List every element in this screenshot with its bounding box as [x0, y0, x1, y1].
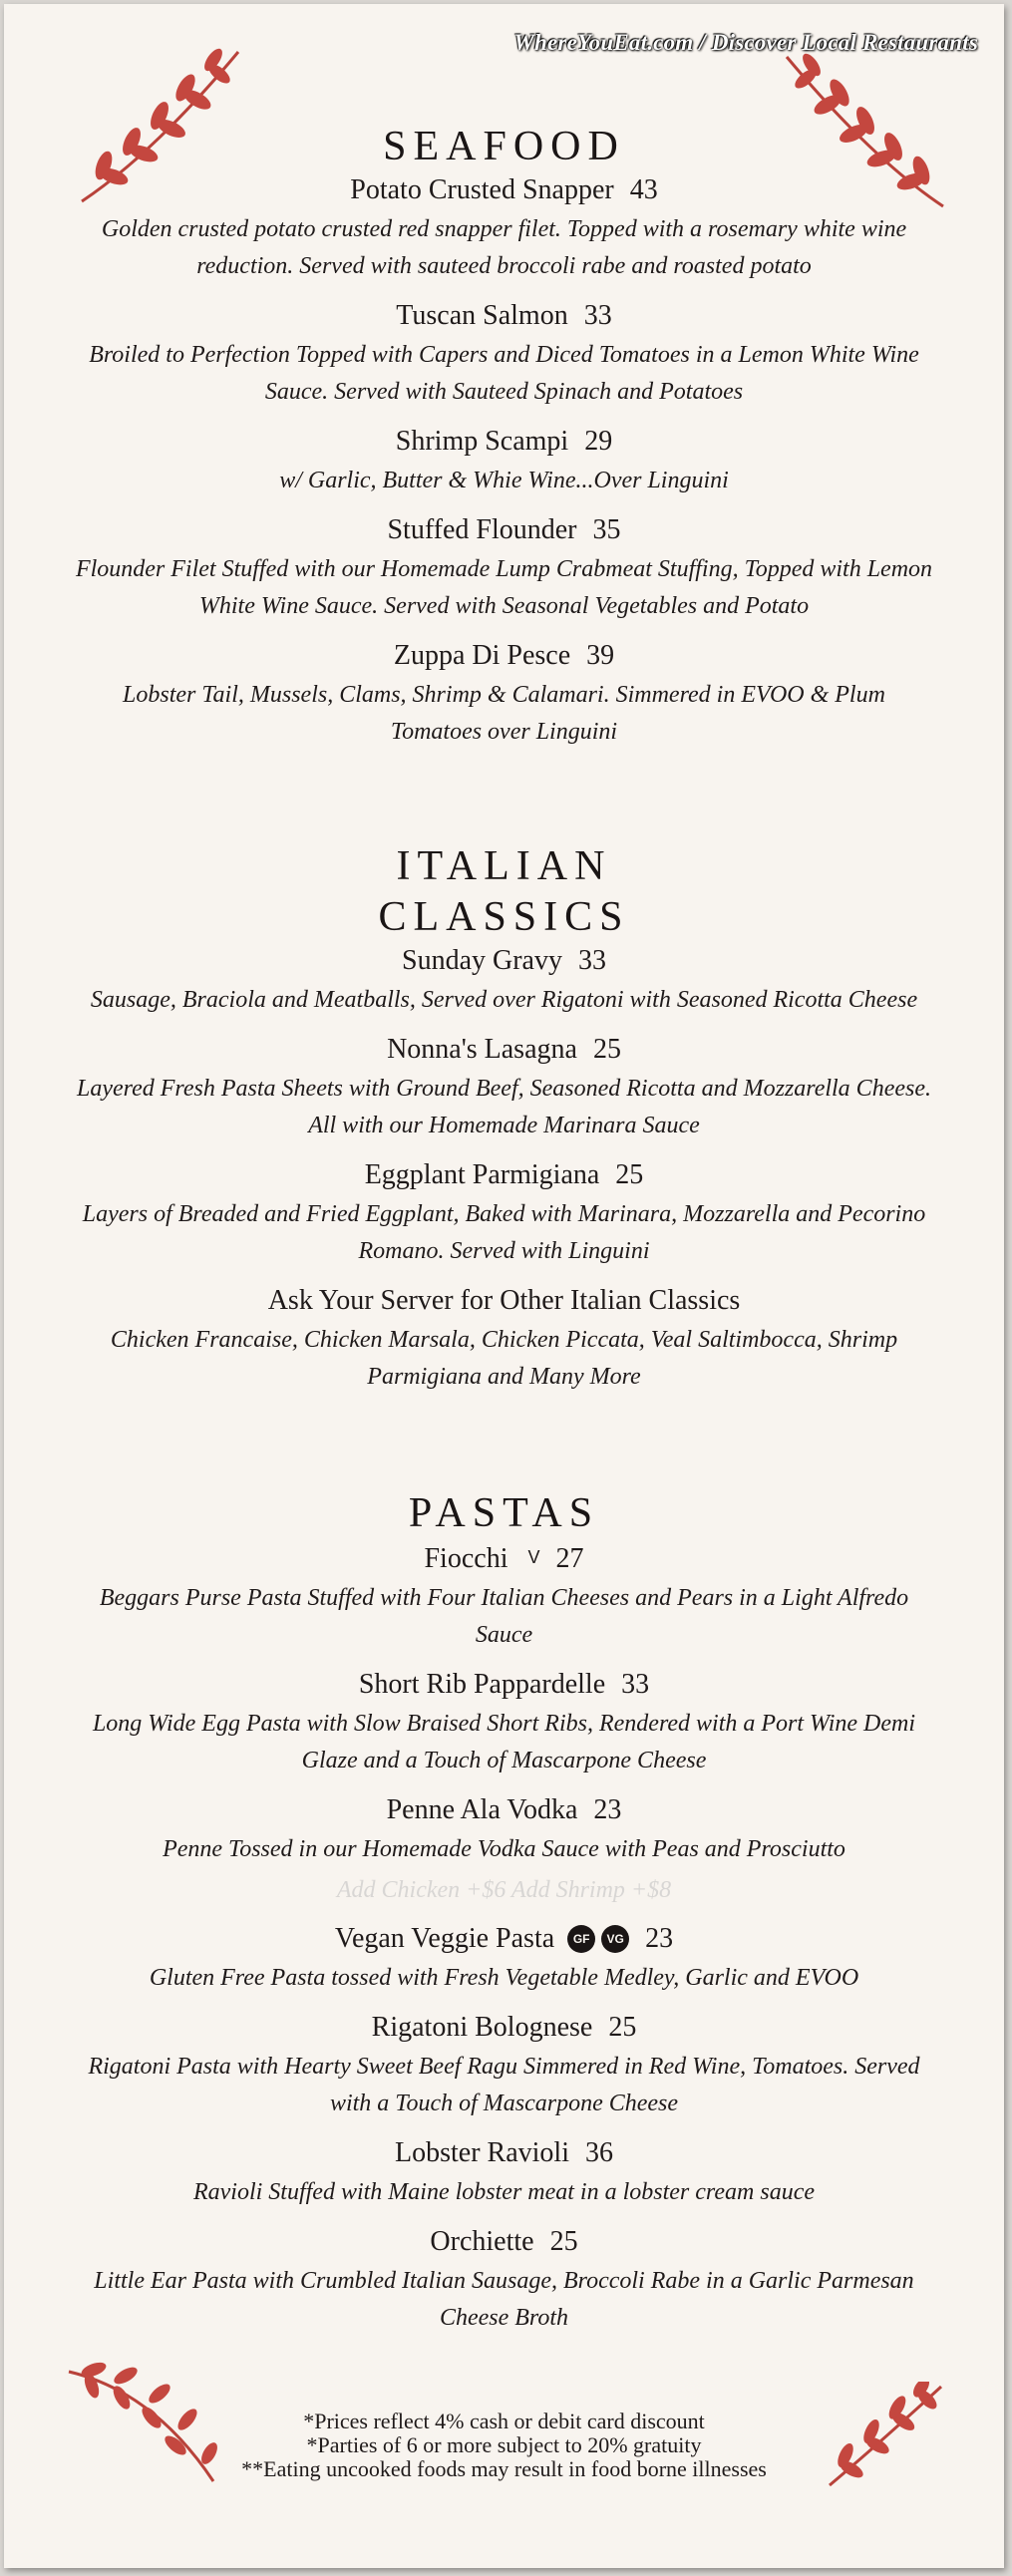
menu-item: [4, 1792, 1004, 1908]
item-price: 23: [645, 1923, 674, 1954]
item-name: Vegan Veggie Pasta: [334, 1923, 555, 1954]
item-price: 23: [593, 1794, 622, 1825]
item-name: Zuppa Di Pesce: [393, 640, 571, 671]
item-name: Orchiette: [430, 2226, 534, 2257]
menu-item: [4, 1921, 1004, 1997]
menu-item: [4, 2135, 1004, 2211]
menu-item: [4, 2010, 1004, 2122]
menu-item: [4, 943, 1004, 1019]
menu-item-name-row: [4, 638, 1004, 674]
menu-item-name-row: [4, 2010, 1004, 2046]
section-title: PASTAS: [408, 1490, 600, 1536]
menu-item-name-row: [4, 1539, 1004, 1577]
item-price: 39: [586, 640, 615, 671]
item-description: Gluten Free Pasta tossed with Fresh Vegetable Medley, Garlic and EVOO: [149, 1965, 859, 1991]
menu-item-name-row: [4, 298, 1004, 334]
item-price: 27: [555, 1543, 584, 1574]
section-title-line-1: ITALIAN: [396, 843, 612, 889]
item-name: Nonna's Lasagna: [387, 1034, 577, 1065]
menu-item-name-row: [4, 1792, 1004, 1828]
footer-notes: [4, 2410, 1004, 2481]
item-name: Eggplant Parmigiana: [364, 1159, 600, 1190]
item-description: Golden crusted potato crusted red snapper filet. Topped with a rosemary white wine reduction. Served with sauteed broccoli rabe and roasted potato: [101, 216, 907, 279]
item-description: Beggars Purse Pasta Stuffed with Four Italian Cheeses and Pears in a Light Alfredo Sauce: [99, 1585, 909, 1648]
menu-item-name-row: [4, 1667, 1004, 1703]
add-on-options: Add Chicken +$6 Add Shrimp +$8: [336, 1877, 672, 1903]
menu-item-name-row: [4, 1157, 1004, 1193]
menu-item: [4, 638, 1004, 751]
item-price: 35: [592, 514, 621, 545]
item-description: Little Ear Pasta with Crumbled Italian Sausage, Broccoli Rabe in a Garlic Parmesan Cheese Broth: [94, 2268, 914, 2331]
menu-item: [4, 1283, 1004, 1396]
menu-item-name-row: [4, 943, 1004, 979]
footer-note-gratuity: *Parties of 6 or more subject to 20% gratuity: [306, 2432, 702, 2457]
item-name: Stuffed Flounder: [387, 514, 577, 545]
item-description: Chicken Francaise, Chicken Marsala, Chicken Piccata, Veal Saltimbocca, Shrimp Parmigiana and Many More: [110, 1327, 898, 1390]
menu-item-name-row: [4, 172, 1004, 208]
section-title-line-2: CLASSICS: [378, 894, 630, 940]
item-name: Short Rib Pappardelle: [358, 1669, 606, 1700]
watermark-text: WhereYouEat.com / Discover Local Restaurants: [513, 30, 978, 55]
menu-item: [4, 1539, 1004, 1654]
section-pastas: [4, 1488, 1004, 2350]
section-title: SEAFOOD: [383, 124, 625, 169]
menu-item: [4, 172, 1004, 285]
item-name: Lobster Ravioli: [395, 2137, 569, 2168]
item-price: 33: [583, 300, 612, 331]
menu-item: [4, 298, 1004, 411]
item-description: w/ Garlic, Butter & Whie Wine...Over Linguini: [279, 468, 729, 493]
footer-note-cash-discount: *Prices reflect 4% cash or debit card discount: [303, 2409, 705, 2433]
menu-page: [4, 4, 1004, 2568]
menu-item-name-row: [4, 1921, 1004, 1957]
item-description: Sausage, Braciola and Meatballs, Served over Rigatoni with Seasoned Ricotta Cheese: [90, 987, 918, 1013]
item-price: 33: [577, 945, 606, 976]
item-price: 25: [549, 2226, 578, 2257]
item-price: 43: [629, 174, 658, 205]
item-name: Sunday Gravy: [402, 945, 562, 976]
item-name: Shrimp Scampi: [395, 426, 569, 457]
item-name: Ask Your Server for Other Italian Classics: [267, 1285, 741, 1316]
menu-item: [4, 512, 1004, 625]
item-name: Penne Ala Vodka: [386, 1794, 578, 1825]
item-price: 25: [608, 2012, 637, 2043]
item-description: Layers of Breaded and Fried Eggplant, Baked with Marinara, Mozzarella and Pecorino Romano. Served with Linguini: [82, 1201, 926, 1264]
item-description: Ravioli Stuffed with Maine lobster meat in a lobster cream sauce: [192, 2179, 815, 2205]
menu-item: [4, 1032, 1004, 1144]
item-name: Tuscan Salmon: [396, 300, 568, 331]
item-description: Rigatoni Pasta with Hearty Sweet Beef Ragu Simmered in Red Wine, Tomatoes. Served with a Touch of Mascarpone Cheese: [88, 2054, 920, 2116]
item-price: 29: [584, 426, 613, 457]
item-price: 25: [592, 1034, 621, 1065]
item-name: Rigatoni Bolognese: [371, 2012, 593, 2043]
item-description: Lobster Tail, Mussels, Clams, Shrimp & Calamari. Simmered in EVOO & Plum Tomatoes over Linguini: [123, 682, 885, 745]
item-price: 36: [584, 2137, 613, 2168]
item-description: Flounder Filet Stuffed with our Homemade Lump Crabmeat Stuffing, Topped with Lemon White Wine Sauce. Served with Seasonal Vegetables and Potato: [75, 556, 933, 619]
item-description: Layered Fresh Pasta Sheets with Ground Beef, Seasoned Ricotta and Mozzarella Cheese. All with our Homemade Marinara Sauce: [77, 1076, 931, 1138]
vegan-badge-icon: VG: [601, 1925, 629, 1953]
menu-item-name-row: [4, 424, 1004, 460]
menu-item-name-row: [4, 2224, 1004, 2260]
section-italian-classics: [4, 841, 1004, 1409]
section-seafood: [4, 122, 1004, 764]
footer-note-uncooked-foods: **Eating uncooked foods may result in food borne illnesses: [241, 2456, 767, 2481]
item-description: Long Wide Egg Pasta with Slow Braised Short Ribs, Rendered with a Port Wine Demi Glaze and a Touch of Mascarpone Cheese: [92, 1711, 916, 1773]
vegetarian-mark: V: [527, 1547, 540, 1567]
gluten-free-badge-icon: GF: [567, 1925, 595, 1953]
item-name: Fiocchi: [424, 1543, 508, 1574]
menu-item: [4, 1157, 1004, 1270]
item-price: 25: [615, 1159, 644, 1190]
menu-item: [4, 1667, 1004, 1779]
item-name: Potato Crusted Snapper: [350, 174, 614, 205]
menu-item-name-row: [4, 1032, 1004, 1068]
item-description: Broiled to Perfection Topped with Capers and Diced Tomatoes in a Lemon White Wine Sauce. Served with Sauteed Spinach and Potatoes: [89, 342, 919, 405]
menu-item: [4, 2224, 1004, 2337]
menu-item: [4, 424, 1004, 499]
menu-item-name-row: [4, 1283, 1004, 1319]
menu-item-name-row: [4, 512, 1004, 548]
item-price: 33: [621, 1669, 650, 1700]
item-description: Penne Tossed in our Homemade Vodka Sauce with Peas and Prosciutto: [163, 1836, 845, 1862]
menu-item-name-row: [4, 2135, 1004, 2171]
